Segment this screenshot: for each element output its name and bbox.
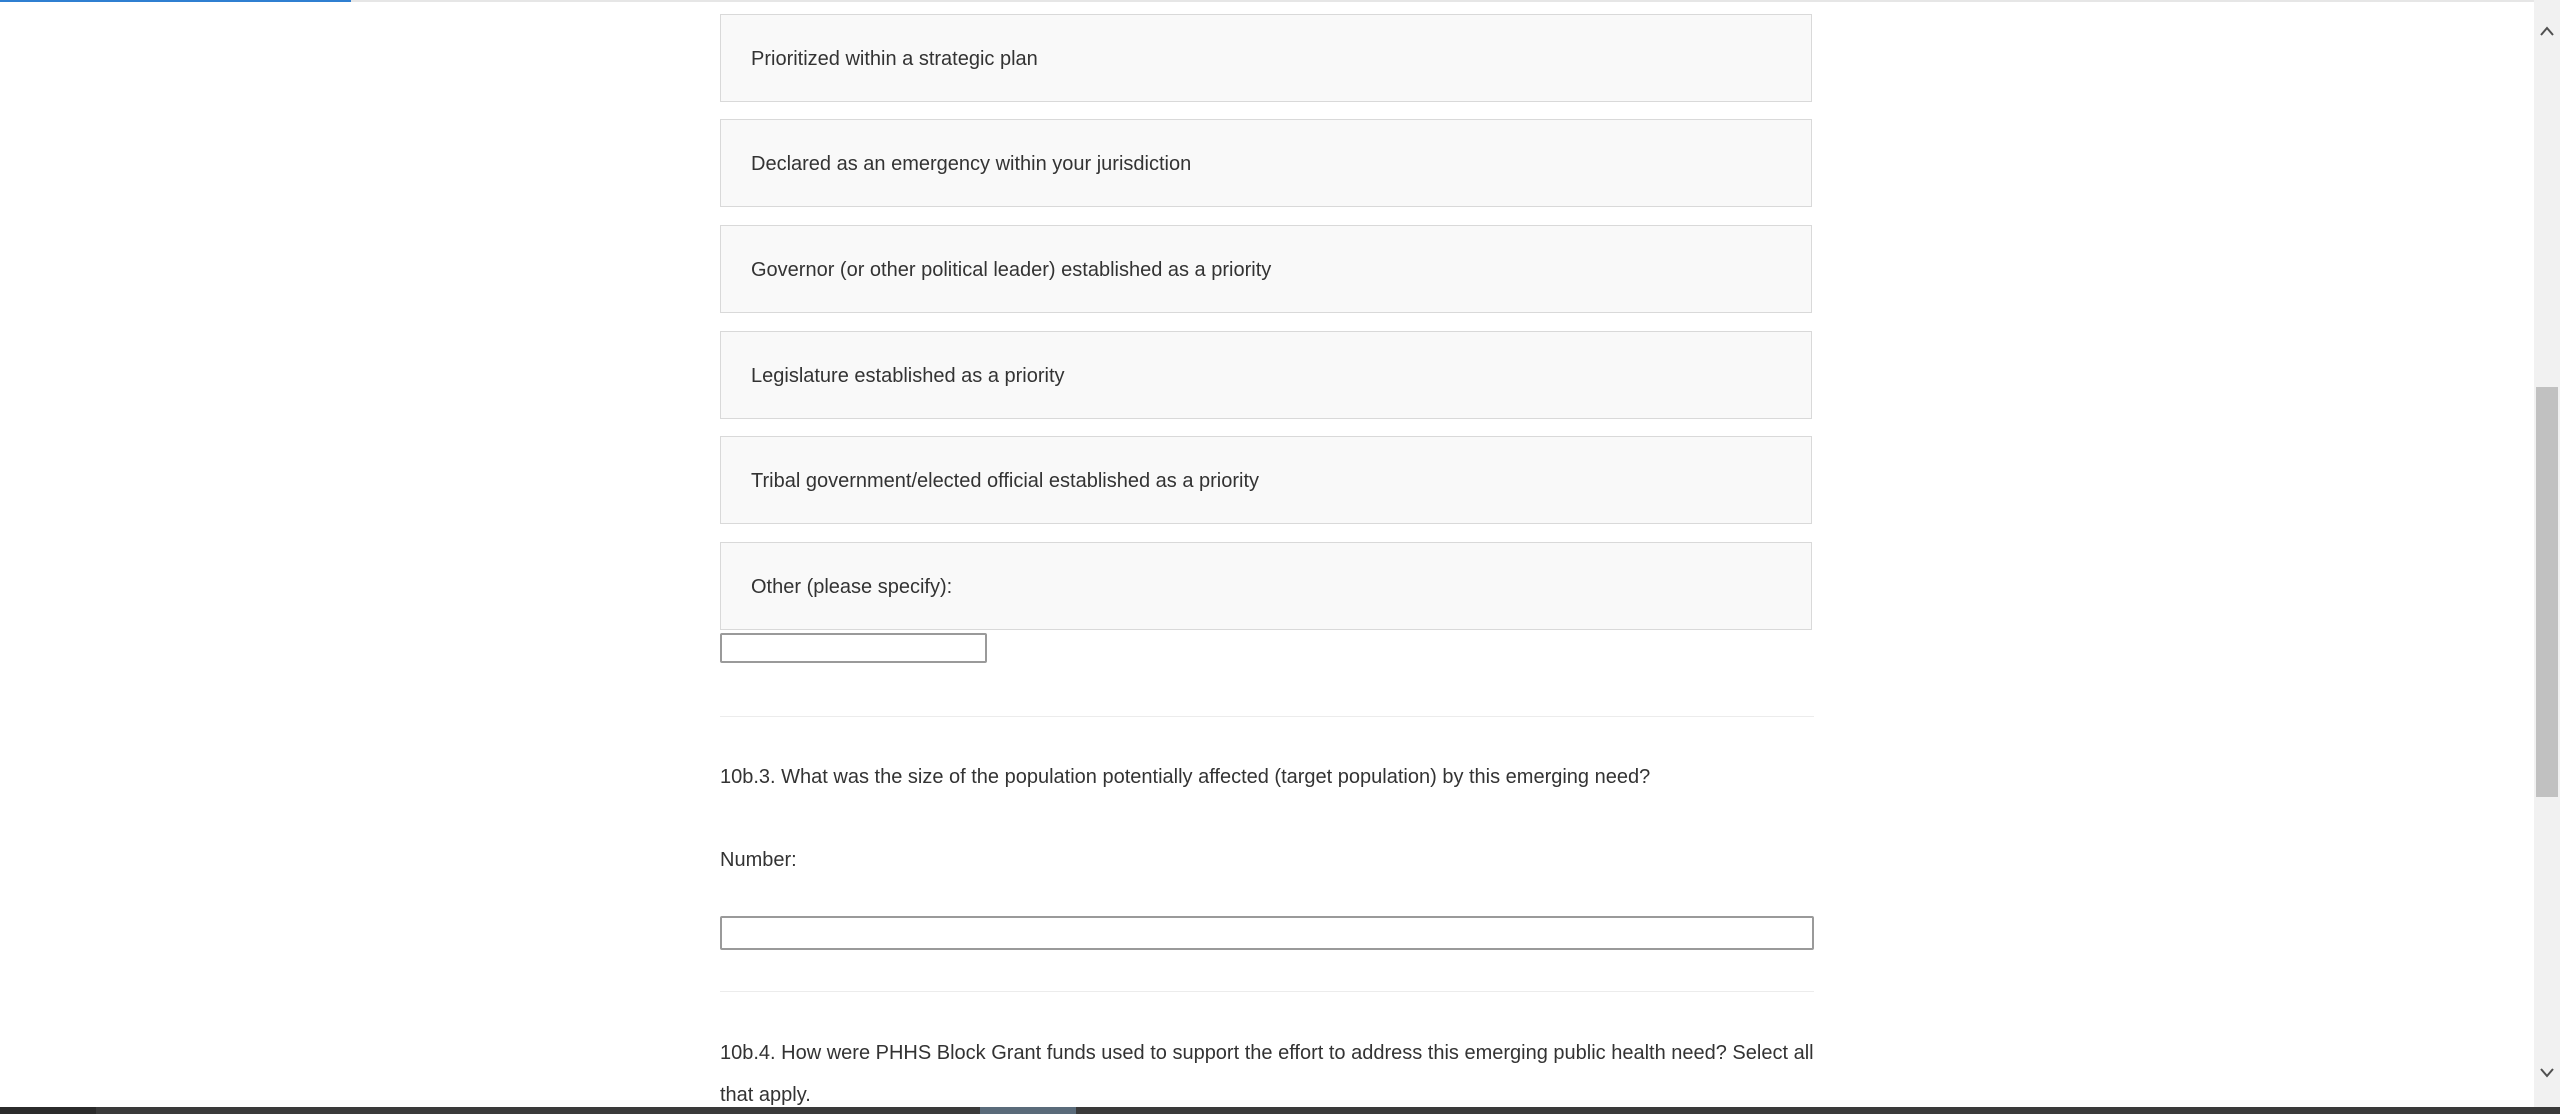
question-divider bbox=[720, 991, 1814, 992]
taskbar-segment bbox=[0, 1107, 96, 1114]
option-label: Other (please specify): bbox=[751, 576, 953, 598]
option-strategic-plan[interactable] bbox=[720, 14, 1812, 102]
number-label: Number: bbox=[720, 849, 797, 871]
option-label: Prioritized within a strategic plan bbox=[751, 48, 1038, 70]
taskbar-strip bbox=[0, 1107, 2560, 1114]
option-governor-priority[interactable] bbox=[720, 225, 1812, 313]
option-legislature-priority[interactable] bbox=[720, 331, 1812, 419]
option-label: Governor (or other political leader) established as a priority bbox=[751, 259, 1272, 281]
option-label: Declared as an emergency within your jurisdiction bbox=[751, 153, 1192, 175]
progress-bar-fill bbox=[0, 0, 351, 2]
chevron-up-icon[interactable] bbox=[2534, 18, 2560, 44]
question-divider bbox=[720, 716, 1814, 717]
question-10b3-text: 10b.3. What was the size of the population potentially affected (target population) by this emerging need? bbox=[720, 766, 1651, 788]
other-specify-input[interactable] bbox=[720, 633, 987, 663]
progress-bar bbox=[0, 0, 2560, 2]
number-input[interactable] bbox=[720, 916, 1814, 950]
taskbar-segment bbox=[980, 1107, 1076, 1114]
option-label: Legislature established as a priority bbox=[751, 365, 1065, 387]
scrollbar-thumb[interactable] bbox=[2536, 387, 2558, 797]
option-declared-emergency[interactable] bbox=[720, 119, 1812, 207]
vertical-scrollbar[interactable] bbox=[2534, 0, 2560, 1107]
option-label: Tribal government/elected official established as a priority bbox=[751, 470, 1260, 492]
option-other[interactable] bbox=[720, 542, 1812, 630]
chevron-down-icon[interactable] bbox=[2534, 1060, 2560, 1086]
option-tribal-priority[interactable] bbox=[720, 436, 1812, 524]
question-10b4-text: 10b.4. How were PHHS Block Grant funds used to support the effort to address this emerging public health need? Select all that apply. bbox=[720, 1042, 1814, 1106]
